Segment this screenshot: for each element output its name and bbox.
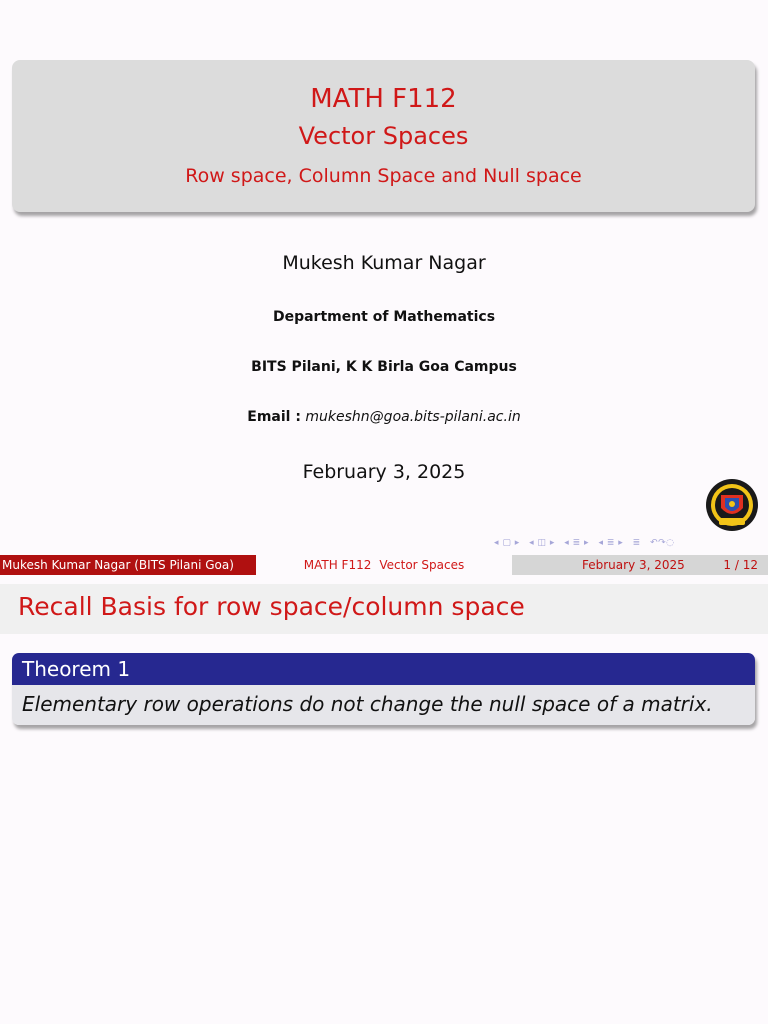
footer-info	[512, 555, 768, 575]
theorem-block	[12, 653, 755, 725]
theorem-statement: Elementary row operations do not change the null space of a matrix.	[12, 685, 755, 725]
theorem-title: Theorem 1	[12, 653, 755, 685]
lecture-topic: Row space, Column Space and Null space	[185, 165, 582, 187]
frame-title: Recall Basis for row space/column space	[18, 592, 525, 621]
title-block	[12, 60, 755, 212]
frame-title-bar	[0, 584, 768, 634]
email-line	[0, 409, 768, 425]
department: Department of Mathematics	[272, 309, 496, 325]
footer-author: Mukesh Kumar Nagar (BITS Pilani Goa)	[0, 555, 256, 575]
prev-subsection-icon[interactable]: ◂ ≣ ▸	[564, 538, 590, 548]
presentation-date: February 3, 2025	[302, 461, 466, 483]
university-seal-icon	[705, 478, 759, 532]
campus: BITS Pilani, K K Birla Goa Campus	[251, 359, 517, 375]
prev-section-icon[interactable]: ◂ ≣ ▸	[598, 538, 624, 548]
beamer-navigation[interactable]	[494, 538, 681, 552]
footer-title	[256, 555, 512, 575]
course-title: MATH F112	[310, 84, 457, 114]
email-label: Email :	[247, 409, 301, 425]
slide-footer	[0, 555, 768, 575]
footer-date: February 3, 2025	[582, 558, 685, 572]
prev-frame-icon[interactable]: ◂ ◫ ▸	[529, 538, 555, 548]
first-frame-icon[interactable]: ◂ ▢ ▸	[494, 538, 520, 548]
author-name: Mukesh Kumar Nagar	[282, 252, 486, 274]
email-address[interactable]: mukeshn@goa.bits-pilani.ac.in	[305, 409, 521, 425]
back-search-icon[interactable]: ↶↷◌	[650, 538, 675, 548]
footer-topic: Vector Spaces	[379, 558, 465, 572]
align-icon[interactable]: ≣	[632, 538, 641, 548]
footer-course: MATH F112	[303, 558, 372, 572]
lecture-subtitle: Vector Spaces	[298, 122, 469, 150]
footer-page-number: 1 / 12	[723, 558, 758, 572]
